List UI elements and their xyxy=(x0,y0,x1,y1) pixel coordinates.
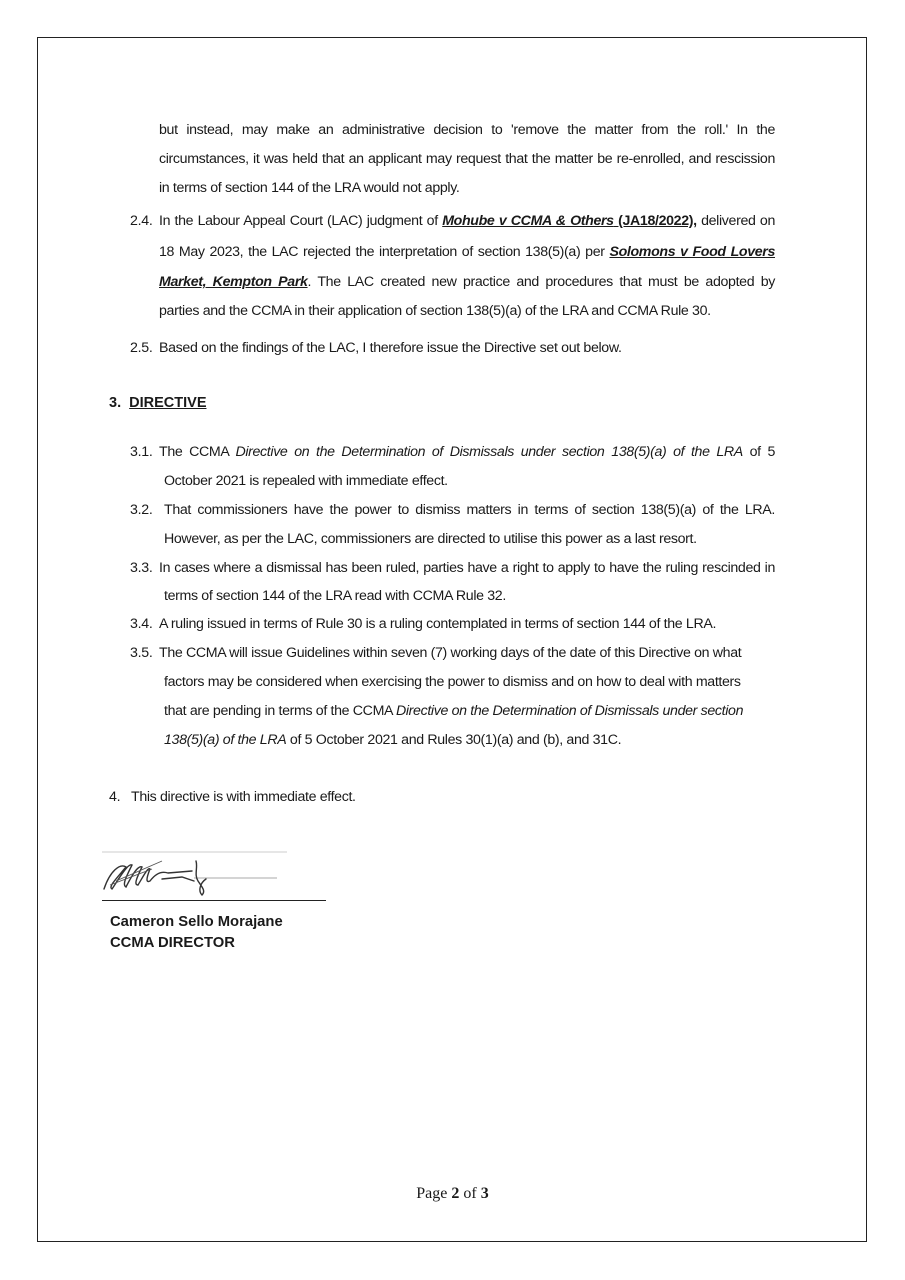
item-3-3-line-2: terms of section 144 of the LRA read with CCMA Rule 32. xyxy=(164,588,506,604)
text-run: In the Labour Appeal Court (LAC) judgment of xyxy=(159,213,443,229)
signature-line xyxy=(102,900,326,901)
item-3-3-line-1: In cases where a dismissal has been ruled, parties have a right to apply to have the ruling rescinded in xyxy=(159,560,775,576)
continuation-line-2: circumstances, it was held that an applicant may request that the matter be re-enrolled, and rescission xyxy=(159,151,775,167)
text-run: of 5 October 2021 and Rules 30(1)(a) and (b), and 31C. xyxy=(286,732,622,748)
item-3-1-line-1 xyxy=(159,444,775,460)
text-run: that are pending in terms of the CCMA xyxy=(164,703,396,719)
current-page: 2 xyxy=(451,1185,460,1202)
continuation-line-1: but instead, may make an administrative decision to 'remove the matter from the roll.' In the xyxy=(159,122,775,138)
item-number-2-4: 2.4. xyxy=(130,213,153,229)
signatory-name: Cameron Sello Morajane xyxy=(110,914,283,930)
item-3-5-line-2: factors may be considered when exercising the power to dismiss and on how to deal with matters xyxy=(164,674,741,690)
signatory-title: CCMA DIRECTOR xyxy=(110,935,235,951)
item-number-2-5: 2.5. xyxy=(130,340,153,356)
item-2-4-line-1 xyxy=(159,213,775,229)
case-solomons-cont: Market, Kempton Park xyxy=(159,274,308,290)
item-2-4-line-4: parties and the CCMA in their application of section 138(5)(a) of the LRA and CCMA Rule 30. xyxy=(159,303,711,319)
text-run: delivered on xyxy=(696,213,775,229)
item-number-3-4: 3.4. xyxy=(130,616,153,632)
item-2-4-line-3 xyxy=(159,274,775,290)
page-label: Page xyxy=(416,1185,448,1202)
item-3-2-line-2: However, as per the LAC, commissioners are directed to utilise this power as a last resort. xyxy=(164,531,697,547)
item-3-5-line-3 xyxy=(164,703,743,719)
text-run: The CCMA xyxy=(159,444,236,460)
text-run: 18 May 2023, the LAC rejected the interpretation of section 138(5)(a) per xyxy=(159,244,610,260)
directive-title: Directive on the Determination of Dismissals under section xyxy=(395,703,744,719)
section-title: DIRECTIVE xyxy=(129,395,207,411)
item-3-5-line-1: The CCMA will issue Guidelines within seven (7) working days of the date of this Directive on what xyxy=(159,645,742,661)
item-number-3-1: 3.1. xyxy=(130,444,153,460)
signature-icon xyxy=(102,851,287,897)
case-reference: (JA18/2022), xyxy=(613,213,697,229)
section-3-heading xyxy=(109,395,207,411)
continuation-line-3: in terms of section 144 of the LRA would not apply. xyxy=(159,180,460,196)
case-mohube-link: Mohube v CCMA & Others xyxy=(442,213,614,229)
page-number-footer xyxy=(0,1185,905,1203)
item-3-1-line-2: October 2021 is repealed with immediate effect. xyxy=(164,473,448,489)
section-number-4: 4. xyxy=(109,789,121,805)
item-number-3-3: 3.3. xyxy=(130,560,153,576)
item-3-2-line-1: That commissioners have the power to dismiss matters in terms of section 138(5)(a) of the LRA. xyxy=(164,502,775,518)
signatory-block xyxy=(110,912,283,954)
item-3-5-line-4 xyxy=(164,732,621,748)
total-pages: 3 xyxy=(480,1185,489,1202)
section-4-text: This directive is with immediate effect. xyxy=(131,789,356,805)
directive-title: 138(5)(a) of the LRA xyxy=(164,732,287,748)
item-2-4-line-2 xyxy=(159,244,775,260)
directive-title: Directive on the Determination of Dismissals under section 138(5)(a) of the LRA xyxy=(235,444,743,460)
item-3-4-text: A ruling issued in terms of Rule 30 is a ruling contemplated in terms of section 144 of the LRA. xyxy=(159,616,717,632)
item-number-3-5: 3.5. xyxy=(130,645,153,661)
section-number: 3. xyxy=(109,395,122,411)
text-run: . The LAC created new practice and procedures that must be adopted by xyxy=(307,274,775,290)
item-number-3-2: 3.2. xyxy=(130,502,153,518)
case-solomons: Solomons v Food Lovers xyxy=(609,244,775,260)
text-run: of 5 xyxy=(742,444,776,460)
of-label: of xyxy=(463,1185,477,1202)
item-2-5-text: Based on the findings of the LAC, I therefore issue the Directive set out below. xyxy=(159,340,622,356)
